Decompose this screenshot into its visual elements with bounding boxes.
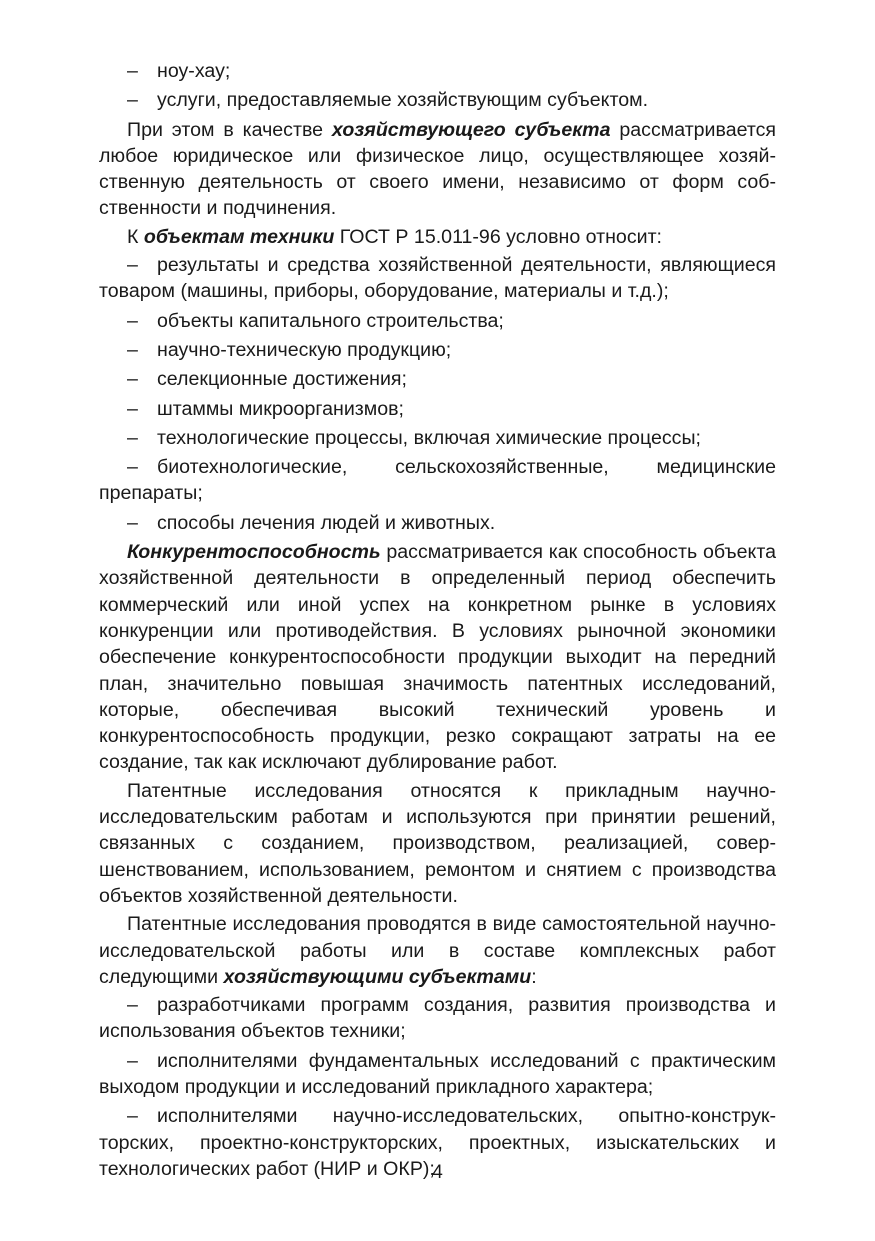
list-item-text: селекционные достижения; bbox=[157, 368, 407, 391]
list-item bbox=[99, 1048, 776, 1101]
list-item bbox=[99, 337, 776, 363]
list-dash: – bbox=[127, 254, 138, 277]
list-item bbox=[99, 992, 776, 1045]
term-technology-objects: объектам техники bbox=[143, 225, 335, 248]
list-dash: – bbox=[127, 368, 138, 391]
page-number: 4 bbox=[432, 1162, 443, 1183]
list-item bbox=[99, 58, 776, 84]
list-item-text: результаты и средства хозяйственной деятельности, являющиеся товаром (машины, приборы, оборудование, материалы и т.д.); bbox=[99, 254, 776, 303]
list-item bbox=[99, 454, 776, 507]
term-economic-subjects: хозяйствующими субъектами bbox=[223, 965, 532, 988]
list-item-text: штаммы микроорганизмов; bbox=[157, 397, 404, 420]
list-item-text: способы лечения людей и животных. bbox=[157, 511, 496, 534]
list-dash: – bbox=[127, 1105, 138, 1128]
list-dash: – bbox=[127, 397, 138, 420]
list-item-text: исполнителями научно-исследовательских, опытно-конструкторских, проектно-конструкторских, проектных, изыскательских и технологических работ (НИР и ОКР); bbox=[99, 1105, 776, 1180]
list-dash: – bbox=[127, 456, 138, 479]
list-dash: – bbox=[127, 426, 138, 449]
list-item-text: научно-техническую продукцию; bbox=[157, 338, 452, 361]
document-page bbox=[99, 58, 776, 1185]
text-run: К bbox=[127, 225, 144, 248]
text-run: рассматривается любое юридическое или физическое лицо, осуществляющее хозяйственную деятельность от своего имени, независимо от форм собственности и подчинения. bbox=[99, 118, 776, 220]
list-dash: – bbox=[127, 60, 138, 82]
text-run: При этом в качестве bbox=[127, 118, 332, 141]
list-dash: – bbox=[127, 994, 138, 1017]
list-item-text: исполнителями фундаментальных исследований с практическим выходом продукции и исследований прикладного характера; bbox=[99, 1049, 776, 1098]
list-item-text: услуги, предоставляемые хозяйствующим субъектом. bbox=[157, 89, 649, 112]
list-dash: – bbox=[127, 1049, 138, 1072]
list-dash: – bbox=[127, 338, 138, 361]
paragraph-economic-subject bbox=[99, 117, 776, 222]
list-dash: – bbox=[127, 309, 138, 332]
term-economic-subject: хозяйствующего субъекта bbox=[331, 118, 611, 141]
paragraph-technology-objects bbox=[99, 224, 776, 250]
list-item-text: технологические процессы, включая химические процессы; bbox=[157, 426, 701, 449]
list-item bbox=[99, 366, 776, 392]
text-run: Патентные исследования проводятся в виде самостоятельной научно-исследовательской работы или в составе комплексных работ следующими bbox=[99, 913, 776, 988]
list-item bbox=[99, 308, 776, 334]
list-item bbox=[99, 87, 776, 113]
list-item-text: объекты капитального строительства; bbox=[157, 309, 504, 332]
text-run: рассматривается как способность объекта хозяйственной деятельности в определенный период обеспечить коммерческий или иной успех на конкретном рынке в условиях конкуренции или противодействия. В условиях рыночной экономики обеспечение конкурентоспособности продукции выходит на передний план, значительно повышая значимость патентных исследований, которые, обеспечивая высокий технический уровень и конкурентоспособность продукции, резко сокращают затраты на ее создание, так как исключают дублирование работ. bbox=[99, 541, 776, 774]
paragraph-competitiveness bbox=[99, 539, 776, 776]
list-dash: – bbox=[127, 511, 138, 534]
list-item-text: ноу-хау; bbox=[157, 60, 231, 82]
list-item-text: разработчиками программ создания, развития производства и использования объектов техники; bbox=[99, 994, 776, 1043]
list-item bbox=[99, 396, 776, 422]
term-competitiveness: Конкурентоспособность bbox=[127, 541, 381, 564]
list-item-text: биотехнологические, сельскохозяйственные, медицинские препараты; bbox=[99, 456, 776, 505]
list-dash: – bbox=[127, 89, 138, 112]
text-run: ГОСТ Р 15.011-96 условно относит: bbox=[334, 225, 662, 248]
text-run: : bbox=[531, 965, 537, 988]
paragraph-patent-research-conduct bbox=[99, 911, 776, 990]
list-item bbox=[99, 510, 776, 536]
list-item bbox=[99, 252, 776, 305]
paragraph-patent-research: Патентные исследования относятся к прикладным научно-исследовательским работам и используются при принятии решений, связанных с созданием, производством, реализацией, совершенствованием, использованием, ремонтом и снятием с производства объектов хозяйственной деятельности. bbox=[99, 779, 776, 907]
list-item bbox=[99, 425, 776, 451]
